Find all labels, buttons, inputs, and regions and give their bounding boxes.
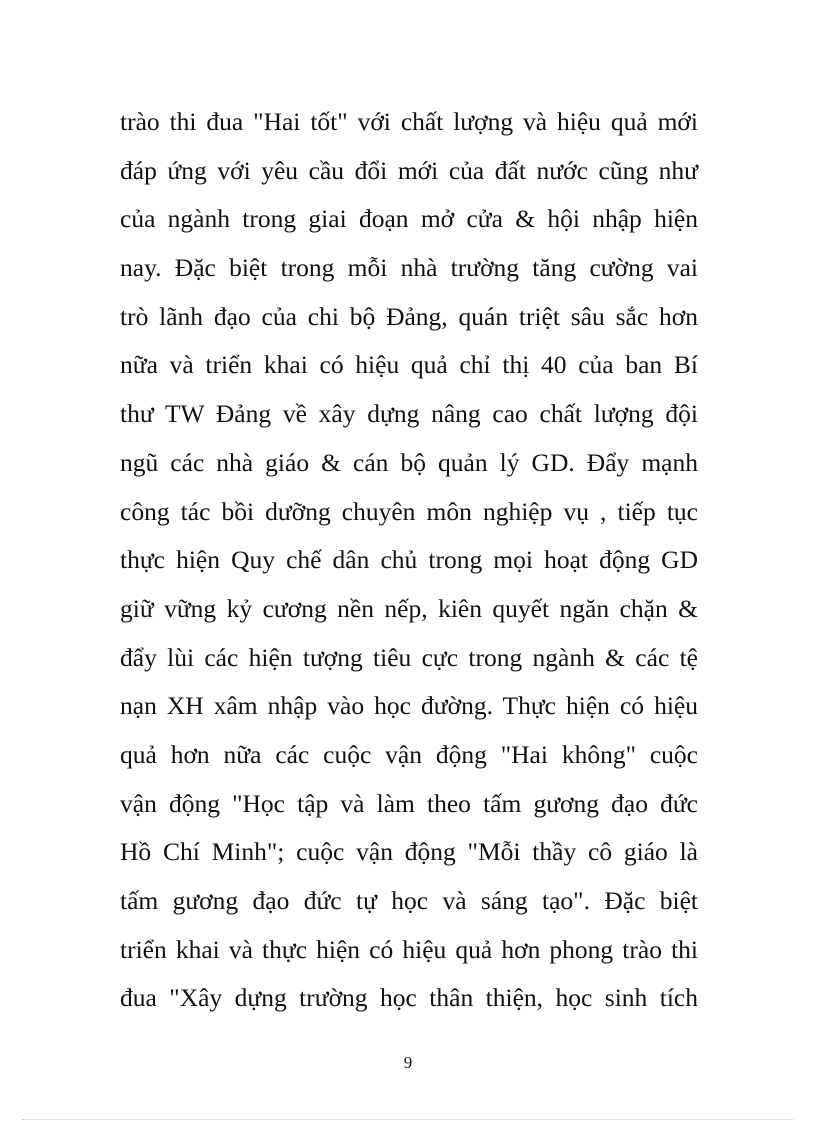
page-number: 9 <box>403 1053 413 1072</box>
text-line: trào thi đua "Hai tốt" với chất lượng và hiệu quả mới <box>120 107 698 136</box>
text-line: nạn XH xâm nhập vào học đường. Thực hiện có hiệu <box>120 691 698 721</box>
text-line: ngũ các nhà giáo & cán bộ quản lý GD. Đẩy mạnh <box>120 447 698 477</box>
text-line: đáp ứng với yêu cầu đổi mới của đất nước cũng như <box>120 155 698 185</box>
text-line: nay. Đặc biệt trong mỗi nhà trường tăng cường vai <box>120 253 698 283</box>
text-line: triển khai và thực hiện có hiệu quả hơn phong trào thi <box>120 934 698 964</box>
text-line: của ngành trong giai đoạn mở cửa & hội nhập hiện <box>120 204 698 234</box>
text-line: thực hiện Quy chế dân chủ trong mọi hoạt động GD <box>120 545 698 575</box>
text-line: đẩy lùi các hiện tượng tiêu cực trong ngành & các tệ <box>120 642 698 672</box>
text-line: công tác bồi dưỡng chuyên môn nghiệp vụ , tiếp tục <box>120 496 698 526</box>
page-bottom-divider <box>22 1119 794 1120</box>
text-line: thư TW Đảng về xây dựng nâng cao chất lượng đội <box>120 399 698 429</box>
body-text <box>120 98 698 1023</box>
text-line: trò lãnh đạo của chi bộ Đảng, quán triệt sâu sắc hơn <box>120 301 698 331</box>
text-line: vận động "Học tập và làm theo tấm gương đạo đức <box>120 788 698 818</box>
text-line: tấm gương đạo đức tự học và sáng tạo". Đặc biệt <box>120 886 698 915</box>
text-line: giữ vững kỷ cương nền nếp, kiên quyết ngăn chặn & <box>120 593 698 623</box>
text-line: quả hơn nữa các cuộc vận động "Hai không" cuộc <box>120 739 698 769</box>
text-line: đua "Xây dựng trường học thân thiện, học sinh tích <box>120 983 698 1013</box>
text-line: nữa và triển khai có hiệu quả chỉ thị 40 của ban Bí <box>120 350 698 380</box>
text-line: Hồ Chí Minh"; cuộc vận động "Mỗi thầy cô giáo là <box>120 837 698 867</box>
